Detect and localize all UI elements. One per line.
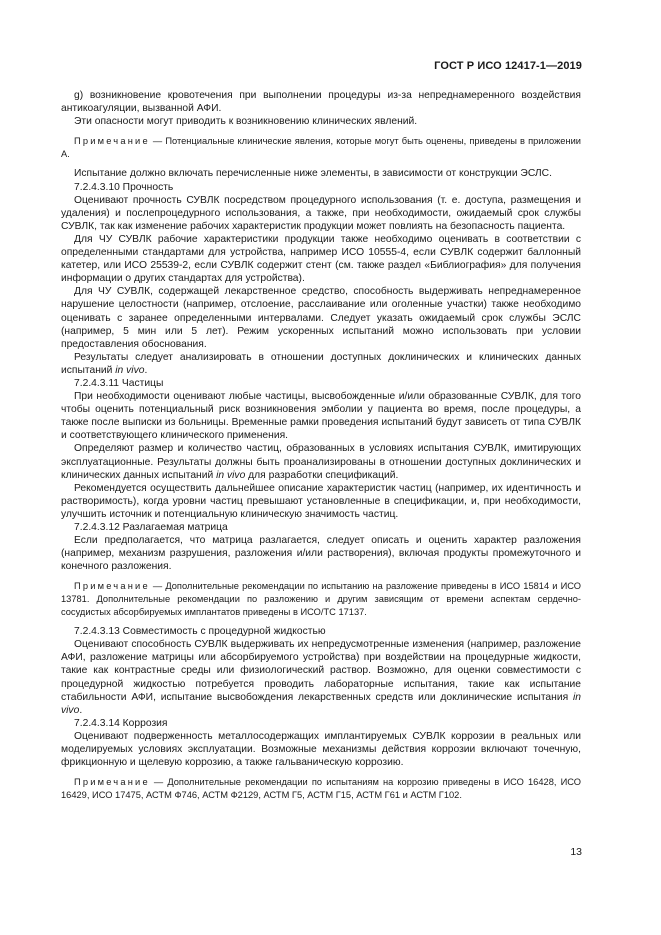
paragraph xyxy=(61,638,581,717)
note xyxy=(61,776,581,801)
paragraph-tail: . xyxy=(144,364,148,376)
note-label: Примечание xyxy=(74,777,150,788)
paragraph: Эти опасности могут приводить к возникновению клинических явлений. xyxy=(74,116,418,128)
paragraph: Для ЧУ СУВЛК рабочие характеристики продукции также необходимо оценивать в соответствии с определенными стандартами для устройства, например ИСО 10555-4, если СУВЛК содержит баллонный катетер, или ИСО 25539-2, если СУВЛК содержит стент (см. также раздел «Библиография» для получения информации о других стандартах для устройства). xyxy=(61,233,581,285)
note-text: — Дополнительные рекомендации по испытанию на разложение приведены в ИСО 15814 и ИСО 13781. Дополнительные рекомендации по разложению и другим зависящим от времени аспектам сердечно-сосудистых абсорбируемых имплантатов приведены в ИСО/ТС 17137. xyxy=(61,581,581,617)
italic-term: in vivo xyxy=(61,691,581,716)
paragraph xyxy=(61,351,581,377)
paragraph xyxy=(61,442,581,481)
note-label: Примечание xyxy=(74,581,150,592)
paragraph: Испытание должно включать перечисленные ниже элементы, в зависимости от конструкции ЭСЛС. xyxy=(74,168,552,180)
note xyxy=(61,135,581,160)
section-heading-7-2-4-3-10: 7.2.4.3.10 Прочность xyxy=(74,181,174,193)
paragraph: При необходимости оценивают любые частицы, высвобожденные и/или образованные СУВЛК, для того чтобы оценить потенциальный риск возникновения эмболии у пациента во время, после процедуры, а также после выписки из больницы. Временные рамки проведения испытаний будут зависеть от типа СУВЛК и соответствующего клинического применения. xyxy=(61,391,581,442)
italic-term: in vivo xyxy=(115,364,145,376)
note xyxy=(61,580,581,618)
section-heading-7-2-4-3-11: 7.2.4.3.11 Частицы xyxy=(74,377,164,389)
note-text: — Дополнительные рекомендации по испытаниям на коррозию приведены в ИСО 16428, ИСО 16429, ИСО 17475, АСТМ Ф746, АСТМ Ф2129, АСТМ Г5, АСТМ Г15, АСТМ Г61 и АСТМ Г102. xyxy=(61,777,581,800)
list-item-g: g) возникновение кровотечения при выполнении процедуры из-за непреднамеренного воздействия антикоагуляции, вызванной АФИ. xyxy=(61,90,581,115)
paragraph: Оценивают прочность СУВЛК посредством процедурного использования (т. е. доступа, размещения и удаления) и послепроцедурного использования, а также, при необходимости, ожидаемый срок службы СУВЛК, так как изменение рабочих характеристик продукции может повлиять на безопасность пациента. xyxy=(61,194,581,232)
paragraph: Если предполагается, что матрица разлагается, следует описать и оценить характер разложения (например, механизм разрушения, разложения и/или растворения), включая продукты промежуточного и конечного разложения. xyxy=(61,535,581,573)
section-heading-7-2-4-3-13: 7.2.4.3.13 Совместимость с процедурной жидкостью xyxy=(74,626,326,638)
note-label: Примечание xyxy=(74,136,150,147)
paragraph-text: Оценивают способность СУВЛК выдерживать их непредусмотренные изменения (например, разложение АФИ, разложение матрицы или абсорбируемого устройства) при воздействии на процедурные жидкости, такие как контрастные среды или физиологический раствор. Возможно, для оценки совместимости с процедурной жидкостью потребуется проводить лабораторные испытания, такие как испытание стабильности АФИ, испытание высвобождения лекарственных средств или доклинические испытания xyxy=(61,639,581,703)
paragraph-text: Результаты следует анализировать в отношении доступных доклинических и клинических данных испытаний xyxy=(61,351,581,376)
paragraph: Оценивают подверженность металлосодержащих имплантируемых СУВЛК коррозии в реальных или моделируемых условиях эксплуатации. Возможные механизмы действия коррозии включают точечную, фрикционную и щелевую коррозию, а также гальваническую коррозию. xyxy=(61,730,581,769)
paragraph-tail: . xyxy=(79,704,83,716)
section-heading-7-2-4-3-12: 7.2.4.3.12 Разлагаемая матрица xyxy=(74,522,228,533)
paragraph: Для ЧУ СУВЛК, содержащей лекарственное средство, способность выдерживать непреднамеренное нарушение целостности (например, отслоение, расслаивание или оголенные участки) также необходимо оценивать с заранее определенными интервалами. Следует указать ожидаемый срок службы ЭСЛС (например, 5 мин или 5 лет). Режим ускоренных испытаний можно использовать при условии предоставления обоснования. xyxy=(61,286,581,350)
italic-term: in vivo xyxy=(216,469,246,481)
document-code-header: ГОСТ Р ИСО 12417-1—2019 xyxy=(434,60,582,72)
section-heading-7-2-4-3-14: 7.2.4.3.14 Коррозия xyxy=(74,717,168,729)
note-text: — Потенциальные клинические явления, которые могут быть оценены, приведены в приложении А. xyxy=(61,136,581,159)
page-body xyxy=(61,89,581,801)
paragraph-tail: для разработки спецификаций. xyxy=(245,469,399,481)
paragraph: Рекомендуется осуществить дальнейшее описание характеристик частиц (например, их идентичность и растворимость), когда уровни частиц превышают установленные в спецификации, и, при необходимости, улучшить источник и потенциальную клиническую значимость частиц. xyxy=(61,482,581,520)
paragraph-text: Определяют размер и количество частиц, образованных в условиях испытания СУВЛК, имитирующих эксплуатационные. Результаты должны быть проанализированы в отношении доступных доклинических и клинических данных испытаний xyxy=(61,443,581,481)
page-number: 13 xyxy=(570,846,582,858)
